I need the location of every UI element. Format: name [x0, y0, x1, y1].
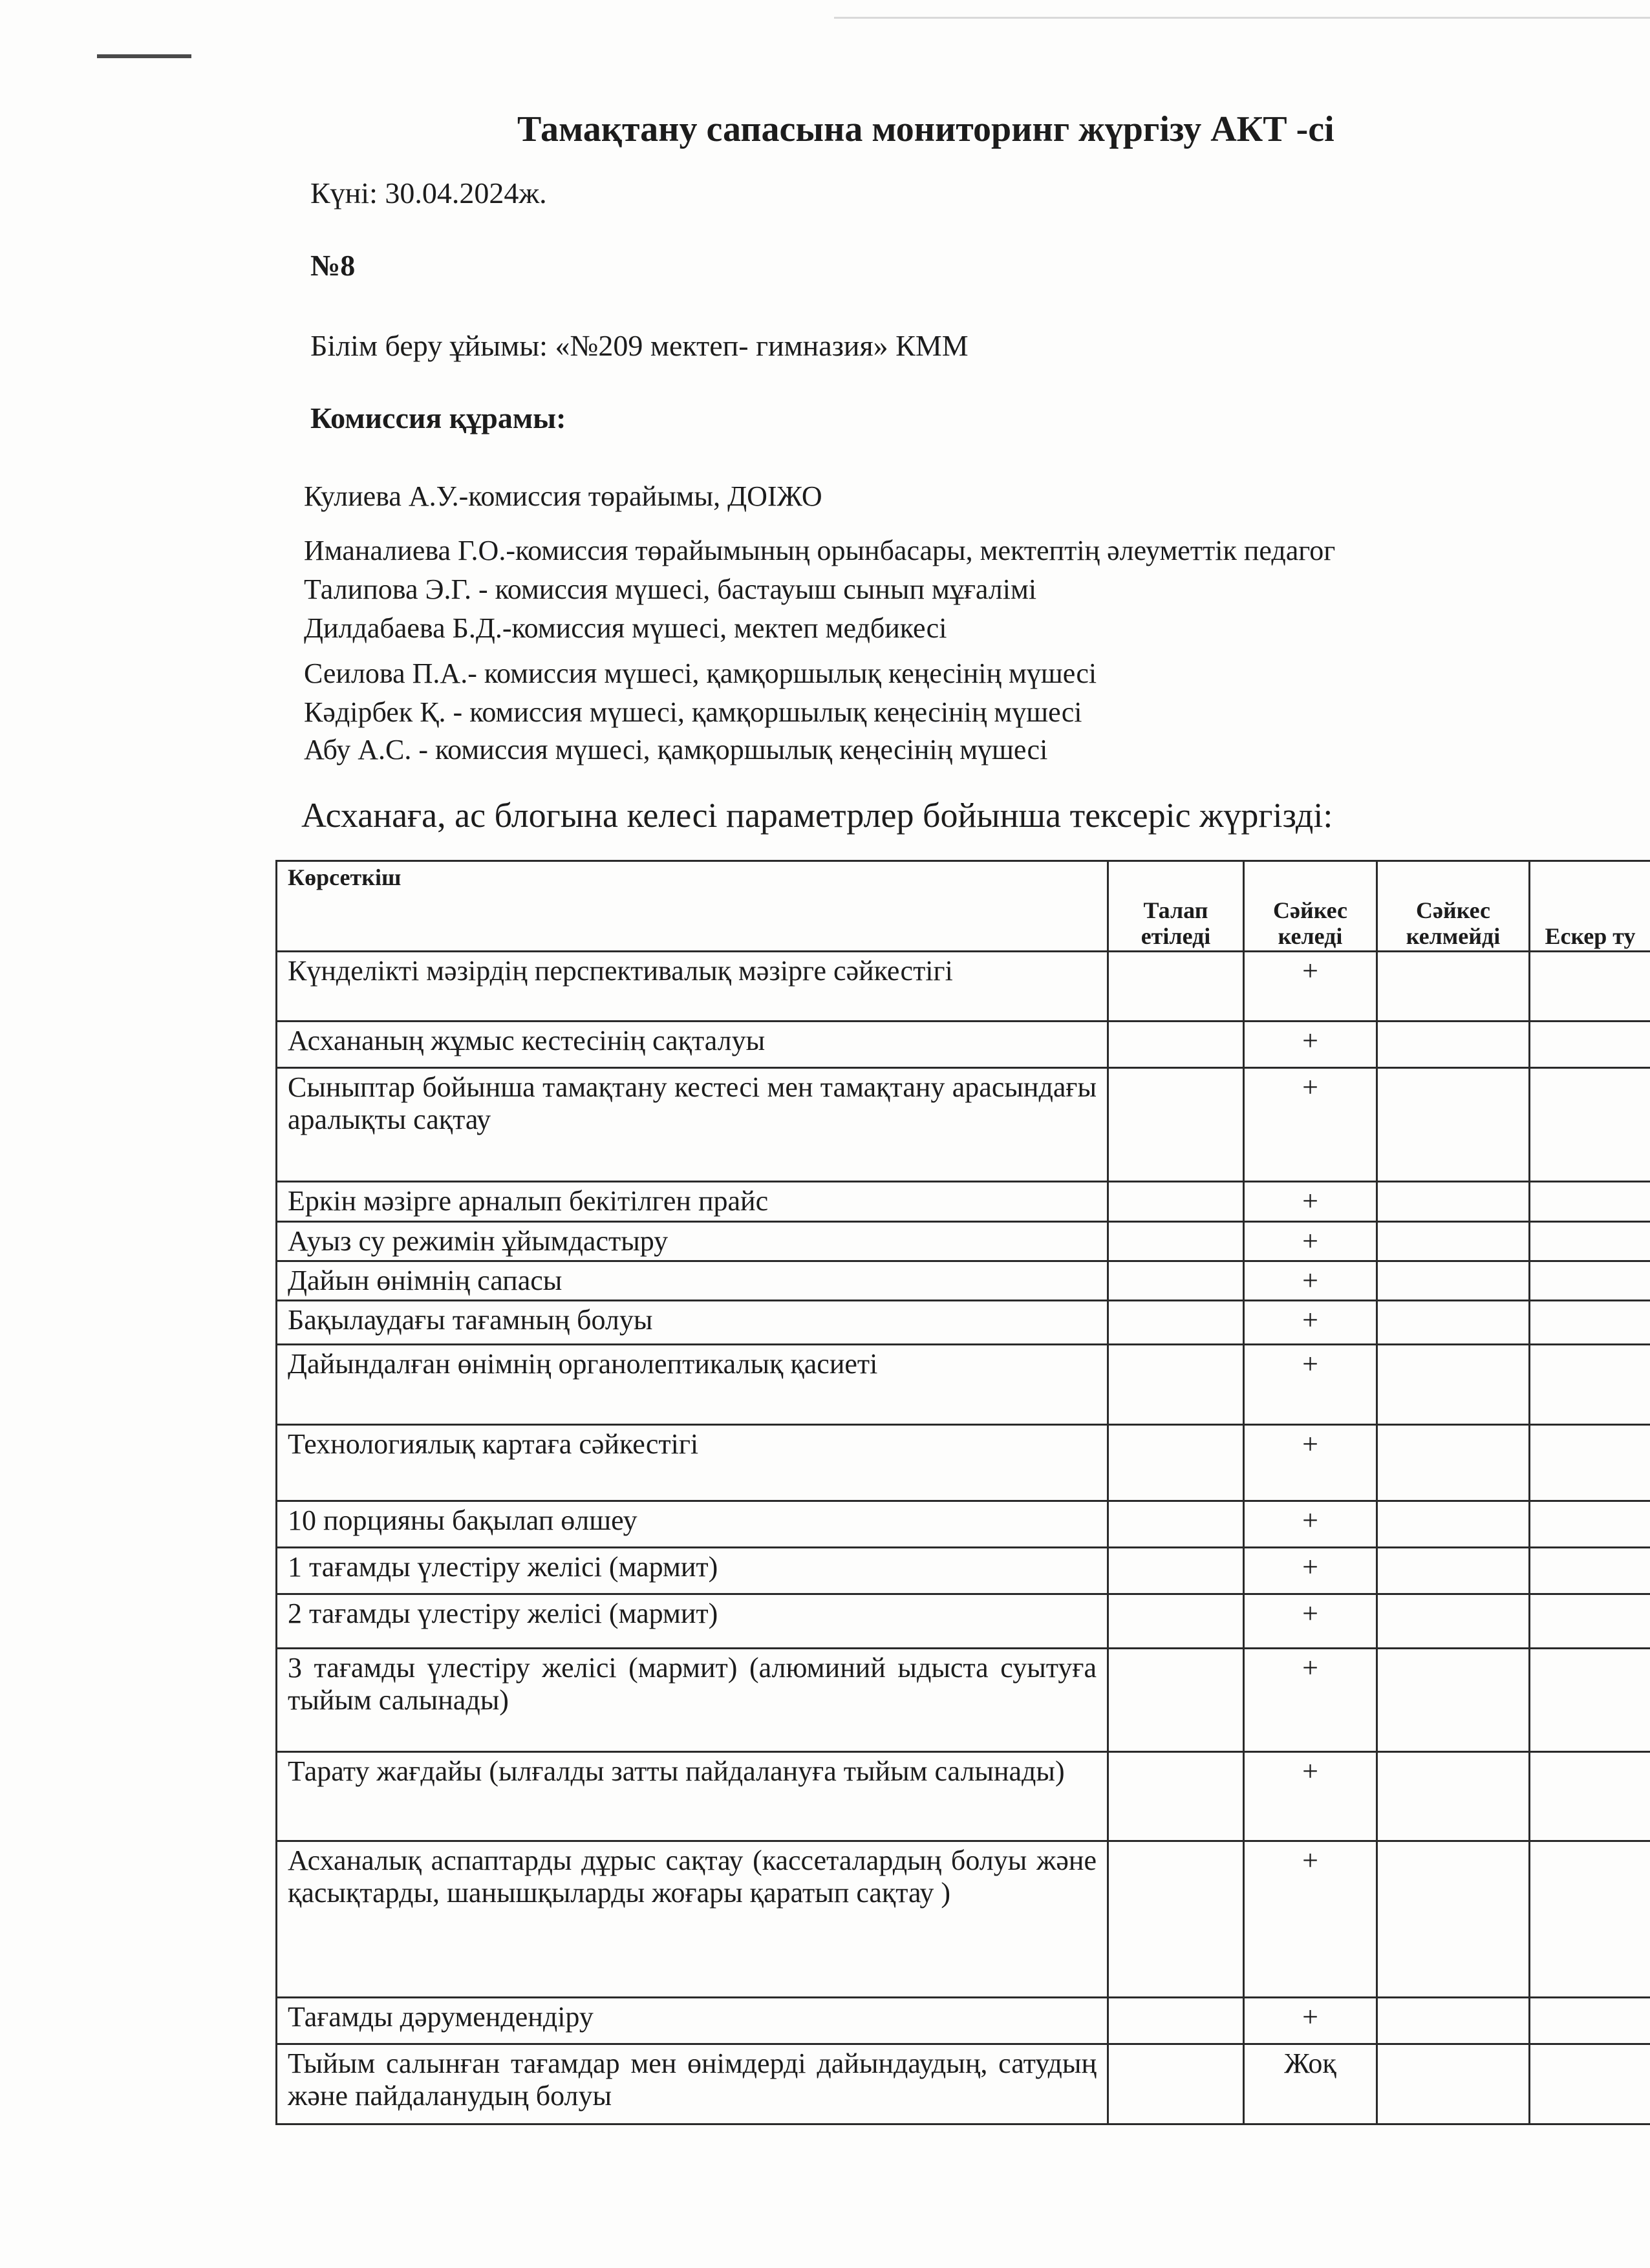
required-cell [1108, 1182, 1244, 1222]
required-cell [1108, 1998, 1244, 2044]
table-row [277, 1261, 1650, 1301]
indicator-cell: Ауыз су режимін ұйымдастыру [277, 1222, 1108, 1261]
document-title: Тамақтану сапасына мониторинг жүргізу АКТ -сі [517, 109, 1334, 149]
noncompliant-cell [1377, 1752, 1530, 1841]
commission-member: Абу А.С. - комиссия мүшесі, қамқоршылық кеңесінің мүшесі [304, 734, 1048, 765]
note-cell [1530, 1261, 1650, 1301]
inspection-heading: Асханаға, ас блогына келесі параметрлер бойынша тексеріс жүргізді: [301, 796, 1333, 835]
indicator-cell: 3 тағамды үлестіру желісі (мармит) (алюминий ыдыста суытуға тыйым салынады) [277, 1649, 1108, 1752]
date-line: Күні: 30.04.2024ж. [310, 177, 547, 209]
noncompliant-cell [1377, 1841, 1530, 1998]
compliant-cell: + [1244, 1261, 1377, 1301]
table-row [277, 1301, 1650, 1345]
indicator-cell: Дайын өнімнің сапасы [277, 1261, 1108, 1301]
compliant-cell: + [1244, 1594, 1377, 1649]
noncompliant-cell [1377, 1649, 1530, 1752]
required-cell [1108, 1594, 1244, 1649]
required-cell [1108, 1841, 1244, 1998]
note-cell [1530, 1501, 1650, 1548]
noncompliant-cell [1377, 1548, 1530, 1594]
note-cell [1530, 1841, 1650, 1998]
indicator-cell: Асхананың жұмыс кестесінің сақталуы [277, 1022, 1108, 1068]
note-cell [1530, 1649, 1650, 1752]
table-row [277, 1345, 1650, 1425]
note-cell [1530, 1222, 1650, 1261]
compliant-cell: + [1244, 1068, 1377, 1182]
compliant-cell: + [1244, 1345, 1377, 1425]
scan-mark [97, 54, 191, 58]
commission-member: Дилдабаева Б.Д.-комиссия мүшесі, мектеп медбикесі [304, 612, 947, 644]
organization-line: Білім беру ұйымы: «№209 мектеп- гимназия» КММ [310, 329, 969, 362]
table-row [277, 1222, 1650, 1261]
indicator-cell: Тыйым салынған тағамдар мен өнімдерді дайындаудың, сатудың және пайдаланудың болуы [277, 2044, 1108, 2124]
compliant-cell: + [1244, 1649, 1377, 1752]
noncompliant-cell [1377, 1261, 1530, 1301]
indicator-cell: Асханалық аспаптарды дұрыс сақтау (кассеталардың болуы және қасықтарды, шанышқыларды жоғары қаратып сақтау ) [277, 1841, 1108, 1998]
table-row [277, 1068, 1650, 1182]
commission-member: Кәдірбек Қ. - комиссия мүшесі, қамқоршылық кеңесінің мүшесі [304, 696, 1082, 728]
note-cell [1530, 952, 1650, 1022]
noncompliant-cell [1377, 1425, 1530, 1501]
header-indicator: Көрсеткіш [277, 861, 1108, 952]
required-cell [1108, 1301, 1244, 1345]
table-row [277, 1548, 1650, 1594]
scan-edge-line [834, 17, 1650, 19]
compliant-cell: + [1244, 1022, 1377, 1068]
commission-member: Кулиева А.У.-комиссия төрайымы, ДОІЖО [304, 480, 822, 512]
noncompliant-cell [1377, 2044, 1530, 2124]
noncompliant-cell [1377, 1301, 1530, 1345]
indicator-cell: 1 тағамды үлестіру желісі (мармит) [277, 1548, 1108, 1594]
compliant-cell: + [1244, 1501, 1377, 1548]
required-cell [1108, 952, 1244, 1022]
indicator-cell: Дайындалған өнімнің органолептикалық қасиеті [277, 1345, 1108, 1425]
noncompliant-cell [1377, 1594, 1530, 1649]
note-cell [1530, 2044, 1650, 2124]
required-cell [1108, 1345, 1244, 1425]
note-cell [1530, 1345, 1650, 1425]
indicator-cell: Технологиялық картаға сәйкестігі [277, 1425, 1108, 1501]
commission-member: Сеилова П.А.- комиссия мүшесі, қамқоршылық кеңесінің мүшесі [304, 658, 1097, 689]
noncompliant-cell [1377, 952, 1530, 1022]
inspection-table [275, 860, 1650, 2125]
note-cell [1530, 1425, 1650, 1501]
noncompliant-cell [1377, 1022, 1530, 1068]
noncompliant-cell [1377, 1182, 1530, 1222]
indicator-cell: Бақылаудағы тағамның болуы [277, 1301, 1108, 1345]
commission-heading: Комиссия құрамы: [310, 401, 566, 434]
required-cell [1108, 1068, 1244, 1182]
indicator-cell: 2 тағамды үлестіру желісі (мармит) [277, 1594, 1108, 1649]
noncompliant-cell [1377, 1501, 1530, 1548]
indicator-cell: Күнделікті мәзірдің перспективалық мәзірге сәйкестігі [277, 952, 1108, 1022]
noncompliant-cell [1377, 1222, 1530, 1261]
required-cell [1108, 2044, 1244, 2124]
header-note: Ескер ту [1530, 861, 1650, 952]
note-cell [1530, 1998, 1650, 2044]
indicator-cell: 10 порцияны бақылап өлшеу [277, 1501, 1108, 1548]
compliant-cell: Жоқ [1244, 2044, 1377, 2124]
required-cell [1108, 1261, 1244, 1301]
table-row [277, 952, 1650, 1022]
compliant-cell: + [1244, 1182, 1377, 1222]
table-row [277, 1022, 1650, 1068]
document-number: №8 [310, 249, 356, 282]
header-noncompliant: Сәйкес келмейді [1377, 861, 1530, 952]
header-required: Талап етіледі [1108, 861, 1244, 952]
table-row [277, 1752, 1650, 1841]
indicator-cell: Тағамды дәрумендендіру [277, 1998, 1108, 2044]
header-compliant: Сәйкес келеді [1244, 861, 1377, 952]
table-row [277, 1594, 1650, 1649]
compliant-cell: + [1244, 1998, 1377, 2044]
noncompliant-cell [1377, 1998, 1530, 2044]
noncompliant-cell [1377, 1345, 1530, 1425]
compliant-cell: + [1244, 952, 1377, 1022]
table-row [277, 2044, 1650, 2124]
compliant-cell: + [1244, 1301, 1377, 1345]
note-cell [1530, 1548, 1650, 1594]
note-cell [1530, 1022, 1650, 1068]
table-row [277, 1182, 1650, 1222]
compliant-cell: + [1244, 1752, 1377, 1841]
required-cell [1108, 1752, 1244, 1841]
required-cell [1108, 1548, 1244, 1594]
compliant-cell: + [1244, 1222, 1377, 1261]
table-row [277, 1501, 1650, 1548]
table-row [277, 1841, 1650, 1998]
noncompliant-cell [1377, 1068, 1530, 1182]
compliant-cell: + [1244, 1425, 1377, 1501]
required-cell [1108, 1022, 1244, 1068]
indicator-cell: Сыныптар бойынша тамақтану кестесі мен тамақтану арасындағы аралықты сақтау [277, 1068, 1108, 1182]
note-cell [1530, 1594, 1650, 1649]
note-cell [1530, 1301, 1650, 1345]
table-row [277, 1425, 1650, 1501]
commission-member: Иманалиева Г.О.-комиссия төрайымының орынбасары, мектептің әлеуметтік педагог [304, 535, 1336, 566]
required-cell [1108, 1501, 1244, 1548]
compliant-cell: + [1244, 1841, 1377, 1998]
note-cell [1530, 1068, 1650, 1182]
note-cell [1530, 1182, 1650, 1222]
required-cell [1108, 1222, 1244, 1261]
commission-member: Талипова Э.Г. - комиссия мүшесі, бастауыш сынып мұғалімі [304, 573, 1037, 605]
table-row [277, 1998, 1650, 2044]
indicator-cell: Тарату жағдайы (ылғалды затты пайдалануға тыйым салынады) [277, 1752, 1108, 1841]
note-cell [1530, 1752, 1650, 1841]
indicator-cell: Еркін мәзірге арналып бекітілген прайс [277, 1182, 1108, 1222]
compliant-cell: + [1244, 1548, 1377, 1594]
table-row [277, 1649, 1650, 1752]
required-cell [1108, 1649, 1244, 1752]
required-cell [1108, 1425, 1244, 1501]
